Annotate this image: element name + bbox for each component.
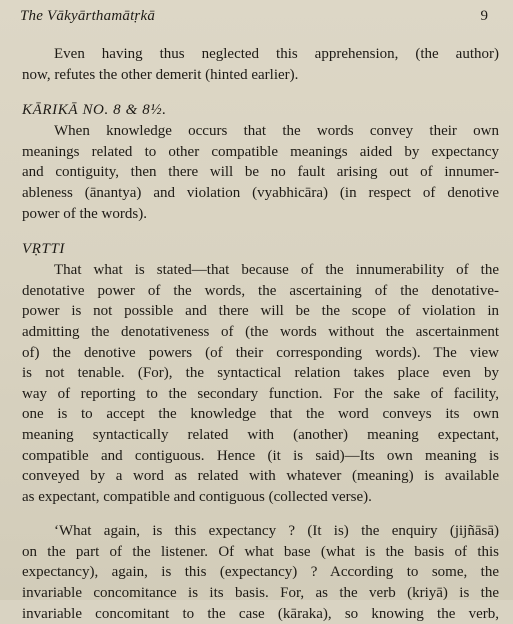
text-line: When knowledge occurs that the words convey their own	[54, 123, 499, 140]
text-line: That what is stated—that because of the innumerability of the	[54, 262, 499, 279]
text-line: one is to accept the knowledge that the word conveys its own	[22, 406, 499, 423]
karika-paragraph	[22, 121, 499, 224]
running-head: The Vākyārthamātṛkā	[20, 8, 156, 24]
text-line: ableness (ānantya) and violation (vyabhicāra) (in respect of denotive	[22, 184, 499, 201]
text-line: and contiguity, then there will be no fault arising out of innumer-	[22, 164, 499, 181]
text-line: now, refutes the other demerit (hinted earlier).	[22, 66, 299, 83]
karika-heading: KĀRIKĀ NO. 8 & 8½.	[22, 102, 167, 119]
text-line: way of reporting to the secondary function. For the sake of facility,	[22, 385, 499, 402]
text-line: invariable concomitance is its basis. For, as the verb (kriyā) is the	[22, 585, 499, 602]
text-line: compatible and contiguous. Hence (it is said)—Its own meaning is	[22, 447, 499, 464]
text-line: denotative power of the words, the ascertaining of the denotative-	[22, 282, 499, 299]
text-line: Even having thus neglected this apprehension, (the author)	[54, 46, 499, 62]
vrtti-heading: VṚTTI	[22, 241, 66, 258]
text-line: meanings related to other compatible meanings aided by expectancy	[22, 143, 499, 160]
text-line: conveyed by a word as related with whatever (meaning) is available	[22, 468, 499, 485]
text-line: meaning syntactically related with (another) meaning expectant,	[22, 426, 499, 443]
text-line: ‘What again, is this expectancy ? (It is) the enquiry (jijñāsā)	[54, 523, 499, 540]
final-paragraph	[22, 521, 499, 624]
text-line: of) the denotive powers (of their corresponding words). The view	[22, 344, 499, 361]
text-line: on the part of the listener. Of what base (what is the basis of this	[22, 543, 499, 560]
page-body	[22, 44, 499, 624]
intro-paragraph	[22, 44, 499, 85]
page-number: 9	[480, 8, 488, 24]
text-line: admitting the denotativeness of (the words without the ascertainment	[22, 323, 499, 340]
text-line: power is not possible and there will be the scope of violation in	[22, 303, 499, 320]
page-header	[20, 8, 493, 28]
text-line: is not tenable. (For), the syntactical relation takes place even by	[22, 365, 499, 382]
text-line: as expectant, compatible and contiguous (collected verse).	[22, 488, 372, 505]
vrtti-paragraph	[22, 260, 499, 507]
text-line: expectancy), again, is this (expectancy) ? According to some, the	[22, 564, 499, 581]
text-line: power of the words).	[22, 205, 147, 222]
text-line: invariable concomitant to the case (kāraka), so knowing the verb,	[22, 605, 499, 622]
